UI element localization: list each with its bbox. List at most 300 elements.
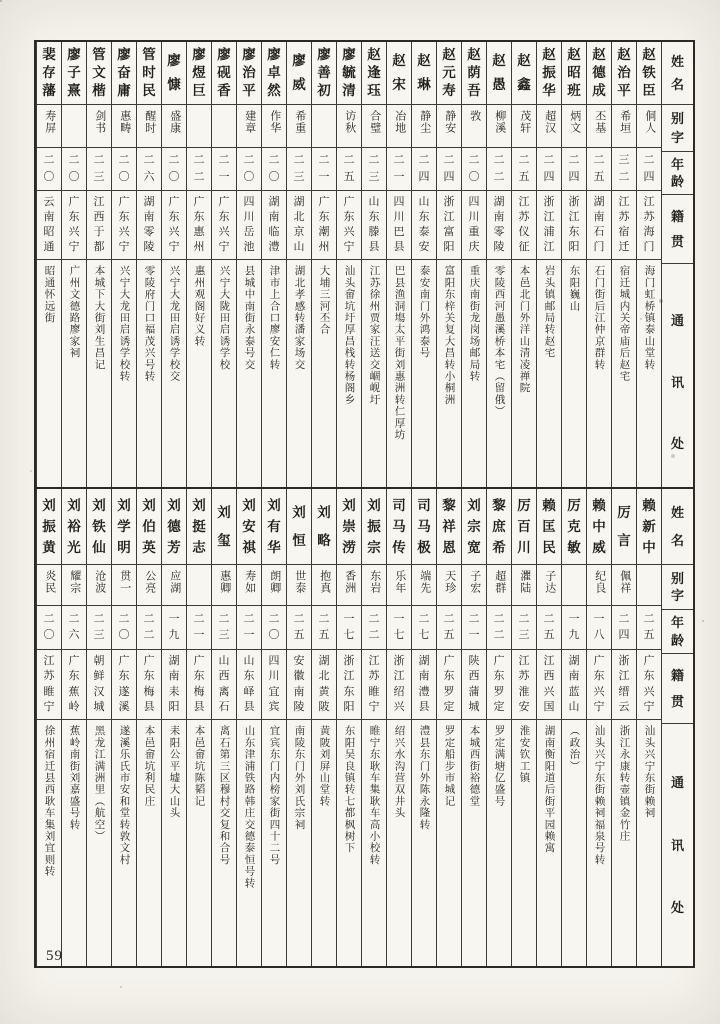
name-cell-char: 楷 — [92, 83, 106, 99]
native-cell-char: 东 — [118, 670, 130, 683]
native-cell-char: 昭 — [43, 226, 55, 238]
alias-cell — [412, 105, 436, 148]
name-cell — [287, 489, 311, 565]
alias-cell — [37, 105, 61, 148]
age-cell — [587, 606, 611, 650]
name-cell-char: 清 — [342, 83, 356, 99]
age-cell — [37, 606, 61, 650]
name-cell-char: 恒 — [292, 532, 306, 548]
native-cell-char: 川 — [243, 211, 255, 223]
native-cell-char: 零 — [493, 226, 505, 238]
age-cell — [562, 606, 586, 650]
native-cell-char: 石 — [593, 226, 605, 238]
address-cell-text: 浙江永康转壶镇金竹庄 — [618, 725, 630, 842]
address-cell — [537, 720, 561, 958]
name-cell-char: 黄 — [42, 539, 56, 555]
native-cell — [387, 650, 411, 720]
name-cell-char: 刘 — [367, 497, 381, 513]
address-cell — [612, 720, 636, 958]
name-cell-char: 赖 — [592, 497, 606, 513]
alias-cell — [312, 105, 336, 148]
address-cell-text: 汕头兴宁东街赖祠福泉号转 — [593, 725, 605, 866]
native-cell — [287, 650, 311, 720]
native-cell-char: 门 — [643, 241, 655, 253]
header-address-char: 讯 — [670, 837, 684, 853]
person-entry — [161, 489, 186, 966]
name-cell-char: 藩 — [42, 83, 56, 99]
alias-cell — [387, 105, 411, 148]
address-cell-text: 本邑北门外洋山清凌禅院 — [518, 265, 530, 394]
alias-cell-text: 佩祥 — [618, 570, 631, 594]
address-cell — [112, 720, 136, 958]
name-cell-char: 宽 — [467, 539, 481, 555]
name-cell-char: 荫 — [467, 65, 481, 81]
native-cell-char: 罗 — [443, 685, 455, 698]
native-cell-char: 兴 — [218, 226, 230, 238]
name-cell-char: 廖 — [267, 47, 281, 63]
native-cell — [112, 650, 136, 720]
address-cell-text: 重庆南街龙岗场邮局转 — [468, 265, 480, 382]
native-cell-char: 云 — [618, 700, 630, 713]
alias-cell-text: 香洲 — [343, 570, 356, 594]
native-cell — [262, 191, 286, 260]
name-cell-char: 香 — [217, 83, 231, 99]
native-cell-char: 县 — [143, 700, 155, 713]
native-cell-char: 兴 — [593, 685, 605, 698]
name-cell-char: 庶 — [492, 518, 506, 534]
native-cell-char: 湖 — [568, 655, 580, 668]
name-cell-char: 恩 — [442, 539, 456, 555]
address-cell — [37, 720, 61, 958]
name-cell-char: 克 — [567, 518, 581, 534]
age-cell-char: 二 — [143, 612, 155, 625]
native-cell-char: 梅 — [143, 685, 155, 698]
name-cell — [312, 489, 336, 565]
name-cell-char: 司 — [392, 497, 406, 513]
alias-cell — [562, 105, 586, 148]
native-cell-char: 南 — [293, 685, 305, 698]
alias-cell-text: 公亮 — [143, 570, 156, 594]
native-cell-char: 四 — [468, 196, 480, 208]
name-cell — [37, 489, 61, 565]
native-cell-char: 东 — [118, 211, 130, 223]
person-entry — [311, 42, 336, 500]
alias-cell — [437, 565, 461, 606]
name-cell-char: 廖 — [67, 47, 81, 63]
native-cell — [537, 650, 561, 720]
native-cell-char: 池 — [243, 241, 255, 253]
age-cell — [112, 148, 136, 191]
native-cell-char: 富 — [443, 226, 455, 238]
name-cell — [487, 489, 511, 565]
name-cell-char: 敏 — [567, 539, 581, 555]
native-cell-char: 岳 — [243, 226, 255, 238]
name-cell — [337, 42, 361, 105]
age-cell-char: 二 — [643, 612, 655, 625]
person-entry — [486, 489, 511, 966]
address-cell — [537, 260, 561, 492]
name-cell-char: 志 — [192, 539, 206, 555]
name-cell-char: 祺 — [242, 539, 256, 555]
native-cell-char: 东 — [368, 211, 380, 223]
native-cell-char: 湖 — [318, 655, 330, 668]
name-cell-char: 刘 — [117, 497, 131, 513]
age-cell — [362, 148, 386, 191]
native-cell — [387, 191, 411, 260]
alias-cell-text: 端先 — [418, 570, 431, 594]
age-cell-char: 二 — [368, 629, 380, 642]
name-cell-char: 振 — [542, 65, 556, 81]
native-cell — [87, 650, 111, 720]
name-cell-char: 厉 — [517, 497, 531, 513]
native-cell-char: 宁 — [43, 700, 55, 713]
name-cell — [362, 42, 386, 105]
person-entry — [236, 489, 261, 966]
header-native-char: 籍 — [670, 668, 684, 683]
native-cell — [187, 191, 211, 260]
age-cell-char: 三 — [368, 170, 380, 183]
native-cell-char: 巴 — [393, 226, 405, 238]
alias-cell — [462, 565, 486, 606]
native-cell-char: 县 — [418, 700, 430, 713]
name-cell-char: 治 — [617, 65, 631, 81]
age-cell-char: 〇 — [118, 629, 130, 642]
name-cell — [637, 489, 661, 565]
person-entry — [311, 489, 336, 966]
name-cell — [387, 42, 411, 105]
age-cell-char: 二 — [543, 612, 555, 625]
name-cell-char: 学 — [117, 518, 131, 534]
native-cell — [137, 191, 161, 260]
name-cell-char: 文 — [92, 65, 106, 81]
header-native — [662, 654, 693, 724]
alias-cell-text: 侗人 — [643, 110, 656, 134]
age-cell — [362, 606, 386, 650]
header-age-char: 年 — [670, 157, 684, 172]
age-cell-char: 二 — [443, 154, 455, 167]
native-cell-char: 浙 — [393, 655, 405, 668]
name-cell-char: 川 — [517, 539, 531, 555]
alias-cell-text: 灈陆 — [518, 570, 531, 594]
native-cell-char: 东 — [143, 670, 155, 683]
header-alias-char: 别 — [670, 111, 684, 127]
native-cell-char: 苏 — [368, 670, 380, 683]
address-cell — [287, 260, 311, 492]
native-cell-char: 安 — [293, 655, 305, 668]
name-cell-char: 熹 — [67, 83, 81, 99]
native-cell-char: 湖 — [143, 196, 155, 208]
native-cell-char: 山 — [568, 700, 580, 713]
address-cell — [387, 720, 411, 958]
age-cell-char: 五 — [443, 629, 455, 642]
native-cell-char: 湖 — [293, 196, 305, 208]
native-cell-char: 州 — [318, 241, 330, 253]
alias-cell — [37, 565, 61, 606]
header-age — [662, 610, 693, 654]
age-cell-char: 二 — [93, 154, 105, 167]
name-cell — [137, 489, 161, 565]
native-cell-char: 南 — [418, 670, 430, 683]
native-cell-char: 浙 — [568, 196, 580, 208]
native-cell-char: 广 — [118, 196, 130, 208]
name-cell-char: 刘 — [242, 497, 256, 513]
alias-cell — [337, 105, 361, 148]
address-cell — [62, 260, 86, 492]
name-cell — [462, 42, 486, 105]
name-cell-char: 赵 — [592, 47, 606, 63]
name-cell-char: 寿 — [442, 83, 456, 99]
native-cell-char: 朝 — [93, 655, 105, 668]
native-cell-char: 县 — [393, 241, 405, 253]
alias-cell — [62, 105, 86, 148]
name-cell-char: 略 — [317, 532, 331, 548]
age-cell — [162, 148, 186, 191]
name-cell-char: 有 — [267, 518, 281, 534]
native-cell-char: 蕉 — [68, 685, 80, 698]
address-cell — [587, 260, 611, 492]
address-cell-text: 巴县渔洞塲太平街刘惠洲转仁厚坊 — [393, 265, 405, 441]
alias-cell — [512, 565, 536, 606]
native-cell-char: 湖 — [268, 196, 280, 208]
name-cell-char: 极 — [417, 539, 431, 555]
alias-cell-text: 炳文 — [568, 110, 581, 134]
native-cell-char: 江 — [643, 196, 655, 208]
native-cell-char: 江 — [543, 655, 555, 668]
name-cell-char: 慷 — [167, 77, 181, 93]
age-cell-char: 二 — [493, 612, 505, 625]
person-entry — [386, 489, 411, 966]
age-cell — [637, 148, 661, 191]
header-alias — [662, 105, 693, 152]
age-cell-char: 〇 — [268, 170, 280, 183]
age-cell-char: 二 — [193, 612, 205, 625]
name-cell — [612, 42, 636, 105]
name-cell — [87, 489, 111, 565]
native-cell-char: 西 — [543, 670, 555, 683]
age-cell-char: 四 — [543, 170, 555, 183]
age-cell — [412, 606, 436, 650]
age-cell-char: 二 — [318, 612, 330, 625]
native-cell — [62, 650, 86, 720]
native-cell — [412, 191, 436, 260]
name-cell — [387, 489, 411, 565]
address-cell — [462, 260, 486, 492]
native-cell — [537, 191, 561, 260]
native-cell — [612, 650, 636, 720]
alias-cell — [312, 565, 336, 606]
address-cell-text: 宿迁城内关帝庙后赵宅 — [618, 265, 630, 382]
native-cell-char: 广 — [118, 655, 130, 668]
name-cell — [437, 42, 461, 105]
address-cell-text: 本城下大街刘生昌记 — [93, 265, 105, 371]
native-cell-char: 通 — [43, 241, 55, 253]
native-cell-char: 浙 — [543, 196, 555, 208]
native-cell-char: 南 — [43, 211, 55, 223]
age-cell-char: 二 — [293, 154, 305, 167]
person-entry — [211, 42, 236, 500]
name-cell-char: 治 — [242, 65, 256, 81]
native-cell-char: 州 — [193, 241, 205, 253]
name-cell-char: 赵 — [617, 47, 631, 63]
native-cell-char: 南 — [143, 211, 155, 223]
age-cell — [62, 148, 86, 191]
native-cell-char: 罗 — [493, 685, 505, 698]
name-cell — [537, 489, 561, 565]
native-cell-char: 海 — [643, 226, 655, 238]
native-cell — [337, 191, 361, 260]
native-cell-char: 浦 — [543, 226, 555, 238]
native-cell-char: 北 — [318, 670, 330, 683]
name-cell-char: 巨 — [192, 83, 206, 99]
person-entry — [236, 42, 261, 500]
age-cell-char: 一 — [218, 170, 230, 183]
native-cell-char: 东 — [418, 211, 430, 223]
person-entry — [186, 42, 211, 500]
header-native-char: 贯 — [670, 694, 684, 709]
name-cell-char: 愚 — [492, 77, 506, 93]
native-cell-char: 湖 — [168, 655, 180, 668]
age-cell-char: 九 — [568, 629, 580, 642]
native-cell-char: 溪 — [118, 700, 130, 713]
address-cell — [187, 720, 211, 958]
alias-cell-text: 茂轩 — [518, 110, 531, 134]
native-cell-char: 苏 — [43, 670, 55, 683]
age-cell — [587, 148, 611, 191]
native-cell-char: 汉 — [93, 685, 105, 698]
native-cell-char: 东 — [318, 211, 330, 223]
alias-cell-text: 朗卿 — [268, 570, 281, 594]
name-cell — [312, 42, 336, 105]
header-address — [662, 724, 693, 966]
header-name-char: 姓 — [670, 53, 684, 69]
person-entry — [461, 42, 486, 500]
age-cell — [537, 148, 561, 191]
age-cell — [62, 606, 86, 650]
native-cell — [37, 191, 61, 260]
name-cell-char: 廖 — [167, 53, 181, 69]
native-cell-char: 离 — [218, 685, 230, 698]
header-alias-char: 别 — [670, 570, 684, 586]
age-cell-char: 二 — [43, 154, 55, 167]
person-entry — [411, 489, 436, 966]
name-cell-char: 刘 — [192, 497, 206, 513]
alias-cell — [462, 105, 486, 148]
address-cell-text: 淮安钦工镇 — [518, 725, 530, 784]
age-cell-char: 四 — [568, 170, 580, 183]
native-cell — [562, 191, 586, 260]
name-cell-char: 赵 — [367, 47, 381, 63]
age-cell-char: 五 — [643, 629, 655, 642]
address-cell-text: 兴宁大陇田启诱学校 — [218, 265, 230, 371]
person-entry — [86, 489, 111, 966]
age-cell-char: 四 — [618, 629, 630, 642]
age-cell — [537, 606, 561, 650]
name-cell — [112, 42, 136, 105]
native-cell-char: 四 — [268, 655, 280, 668]
age-cell-char: 四 — [643, 170, 655, 183]
name-cell-char: 刘 — [292, 504, 306, 520]
address-cell — [462, 720, 486, 958]
age-cell — [262, 148, 286, 191]
name-cell — [412, 489, 436, 565]
native-cell — [137, 650, 161, 720]
age-cell-char: 五 — [593, 170, 605, 183]
person-entry — [336, 489, 361, 966]
native-cell — [262, 650, 286, 720]
native-cell-char: 潮 — [318, 226, 330, 238]
name-cell-char: 廖 — [292, 53, 306, 69]
native-cell-char: 澧 — [418, 685, 430, 698]
person-entry — [361, 489, 386, 966]
person-entry — [286, 42, 311, 500]
age-cell-char: 四 — [443, 170, 455, 183]
native-cell-char: 广 — [443, 655, 455, 668]
address-cell — [512, 720, 536, 958]
native-cell — [587, 191, 611, 260]
alias-cell — [387, 565, 411, 606]
alias-cell — [437, 105, 461, 148]
address-cell-text: 汕头畲坑圩厚昌栈转杨阁乡 — [343, 265, 355, 406]
person-entry — [211, 489, 236, 966]
age-cell — [462, 148, 486, 191]
age-cell-char: 二 — [418, 612, 430, 625]
scan-specks — [0, 0, 2, 2]
alias-cell-text: 丕基 — [593, 110, 606, 134]
native-cell — [562, 650, 586, 720]
name-cell-char: 仙 — [92, 539, 106, 555]
person-entry — [111, 489, 136, 966]
name-cell — [287, 42, 311, 105]
age-cell — [262, 606, 286, 650]
age-cell-char: 二 — [568, 154, 580, 167]
name-cell — [237, 42, 261, 105]
native-cell-char: 苏 — [643, 211, 655, 223]
name-cell-char: 厉 — [617, 504, 631, 520]
age-cell-char: 二 — [618, 612, 630, 625]
native-cell-char: 门 — [593, 241, 605, 253]
name-cell — [87, 42, 111, 105]
native-cell-char: 西 — [468, 670, 480, 683]
age-cell-char: 六 — [143, 170, 155, 183]
person-entry — [436, 42, 461, 500]
address-cell-text: 东阳吴良镇转七都枫树下 — [343, 725, 355, 854]
age-cell-char: 一 — [593, 612, 605, 625]
header-address-char: 讯 — [670, 374, 684, 390]
native-cell-char: 南 — [593, 211, 605, 223]
native-cell — [362, 191, 386, 260]
address-cell — [337, 260, 361, 492]
native-cell — [462, 650, 486, 720]
native-cell-char: 宁 — [218, 241, 230, 253]
native-cell-char: 阳 — [343, 700, 355, 713]
native-cell-char: 湖 — [493, 196, 505, 208]
address-cell — [562, 260, 586, 492]
alias-cell-text: 静安 — [443, 110, 456, 134]
age-cell-char: 七 — [393, 629, 405, 642]
name-cell — [62, 489, 86, 565]
name-cell-char: 管 — [142, 47, 156, 63]
alias-cell-text: 醒时 — [143, 110, 156, 134]
age-cell-char: 五 — [293, 629, 305, 642]
native-cell-char: 县 — [368, 241, 380, 253]
name-cell-char: 鑫 — [517, 77, 531, 93]
alias-cell — [262, 565, 286, 606]
name-cell-char: 存 — [42, 65, 56, 81]
address-cell-text: 汕头兴宁东街赖祠 — [643, 725, 655, 819]
name-cell-char: 言 — [617, 532, 631, 548]
native-cell-char: 兴 — [168, 226, 180, 238]
alias-cell-text: 静尘 — [418, 110, 431, 134]
